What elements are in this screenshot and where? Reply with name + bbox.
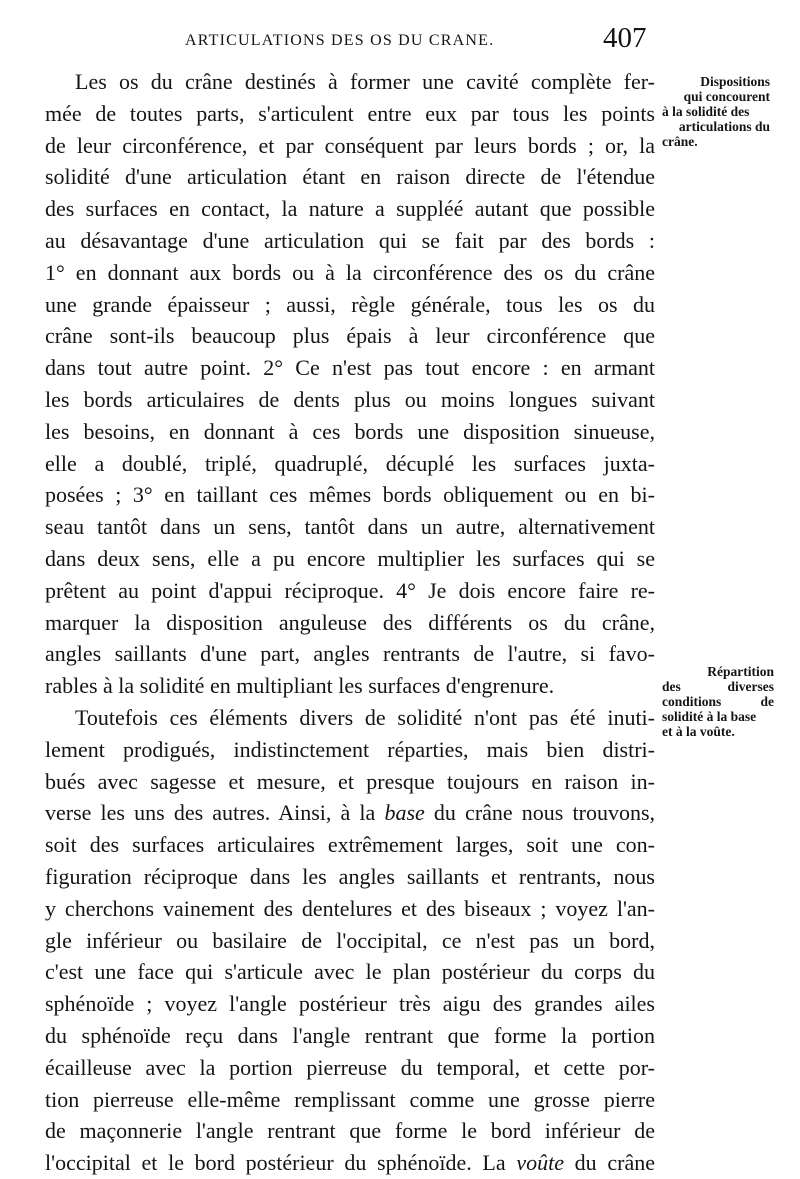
margin-note-repartition bbox=[662, 664, 774, 739]
text-line: sphénoïde ; voyez l'angle postérieur très aigu des grandes ailes bbox=[45, 991, 655, 1017]
emphasis-voute: voûte bbox=[516, 1150, 564, 1176]
text-line: tion pierreuse elle-même remplissant comme une grosse pierre bbox=[45, 1086, 655, 1112]
margin-note-line: des diverses bbox=[662, 679, 774, 694]
text-line: elle a doublé, triplé, quadruplé, décuplé les surfaces juxta- bbox=[45, 450, 655, 476]
text-line: une grande épaisseur ; aussi, règle générale, tous les os du bbox=[45, 291, 655, 317]
text-line: bués avec sagesse et mesure, et presque toujours en raison in- bbox=[45, 768, 655, 794]
text-line: dans deux sens, elle a pu encore multiplier les surfaces qui se bbox=[45, 545, 655, 571]
text-fragment: du crâne nous trouvons, bbox=[424, 800, 655, 826]
text-line: marquer la disposition anguleuse des différents os du crâne, bbox=[45, 609, 655, 635]
text-line: solidité d'une articulation étant en raison directe de l'étendue bbox=[45, 164, 655, 190]
text-line: lement prodigués, indistinctement réparties, mais bien distri- bbox=[45, 736, 655, 762]
text-line: écailleuse avec la portion pierreuse du temporal, et cette por- bbox=[45, 1054, 655, 1080]
page-number: 407 bbox=[603, 22, 647, 54]
text-fragment: verse les uns des autres. Ainsi, à la bbox=[45, 800, 385, 826]
text-line: les bords articulaires de dents plus ou moins longues suivant bbox=[45, 386, 655, 412]
body-text bbox=[45, 66, 655, 1179]
text-line: des surfaces en contact, la nature a suppléé autant que possible bbox=[45, 196, 655, 222]
margin-note-line: Dispositions bbox=[700, 74, 770, 89]
margin-note-line: et à la voûte. bbox=[662, 724, 735, 739]
margin-note-dispositions bbox=[662, 74, 770, 149]
paragraph-2 bbox=[45, 702, 655, 1179]
text-line: crâne sont-ils beaucoup plus épais à leur circonférence que bbox=[45, 323, 655, 349]
text-line: y cherchons vainement des dentelures et des biseaux ; voyez l'an- bbox=[45, 895, 655, 921]
text-line: 1° en donnant aux bords ou à la circonférence des os du crâne bbox=[45, 259, 655, 285]
margin-note-line: qui concourent bbox=[683, 89, 770, 104]
margin-note-line: Répartition bbox=[707, 664, 774, 679]
text-line: figuration réciproque dans les angles saillants et rentrants, nous bbox=[45, 863, 655, 889]
text-fragment: l'occipital et le bord postérieur du sphénoïde. La bbox=[45, 1150, 517, 1176]
text-line: seau tantôt dans un sens, tantôt dans un autre, alternativement bbox=[45, 514, 655, 540]
running-title: ARTICULATIONS DES OS DU CRANE. bbox=[185, 32, 495, 49]
text-line: au désavantage d'une articulation qui se fait par des bords : bbox=[45, 227, 655, 253]
margin-note-line: articulations du bbox=[678, 119, 770, 134]
text-line: angles saillants d'une part, angles rentrants de l'autre, si favo- bbox=[45, 641, 655, 667]
text-line: du sphénoïde reçu dans l'angle rentrant que forme la portion bbox=[45, 1022, 655, 1048]
text-fragment: du crâne bbox=[563, 1150, 655, 1176]
emphasis-base: base bbox=[384, 800, 425, 826]
margin-note-line: conditions de bbox=[662, 694, 774, 709]
text-line: Les os du crâne destinés à former une cavité complète fer- bbox=[75, 69, 655, 94]
text-line: de maçonnerie l'angle rentrant que forme le bord inférieur de bbox=[45, 1118, 655, 1144]
text-line: posées ; 3° en taillant ces mêmes bords obliquement ou en bi- bbox=[45, 482, 655, 508]
text-line: Toutefois ces éléments divers de solidité n'ont pas été inuti- bbox=[75, 704, 655, 730]
text-line: c'est une face qui s'articule avec le plan postérieur du corps du bbox=[45, 959, 655, 985]
text-line: prêtent au point d'appui réciproque. 4° Je dois encore faire re- bbox=[45, 577, 655, 603]
text-line: les besoins, en donnant à ces bords une disposition sinueuse, bbox=[45, 418, 655, 444]
margin-note-line: à la solidité des bbox=[662, 104, 750, 119]
text-line-with-emphasis bbox=[45, 1147, 655, 1179]
text-line: dans tout autre point. 2° Ce n'est pas tout encore : en armant bbox=[45, 355, 655, 381]
margin-note-line: solidité à la base bbox=[662, 709, 757, 724]
text-line-with-emphasis bbox=[45, 797, 655, 829]
margin-note-line: crâne. bbox=[662, 134, 698, 149]
text-line: rables à la solidité en multipliant les surfaces d'engrenure. bbox=[45, 673, 555, 699]
paragraph-1 bbox=[45, 66, 655, 702]
text-line: gle inférieur ou basilaire de l'occipital, ce n'est pas un bord, bbox=[45, 927, 655, 953]
text-line: mée de toutes parts, s'articulent entre eux par tous les points bbox=[45, 100, 655, 126]
text-line: de leur circonférence, et par conséquent par leurs bords ; or, la bbox=[45, 132, 655, 158]
text-line: soit des surfaces articulaires extrêmement larges, soit une con- bbox=[45, 832, 655, 858]
